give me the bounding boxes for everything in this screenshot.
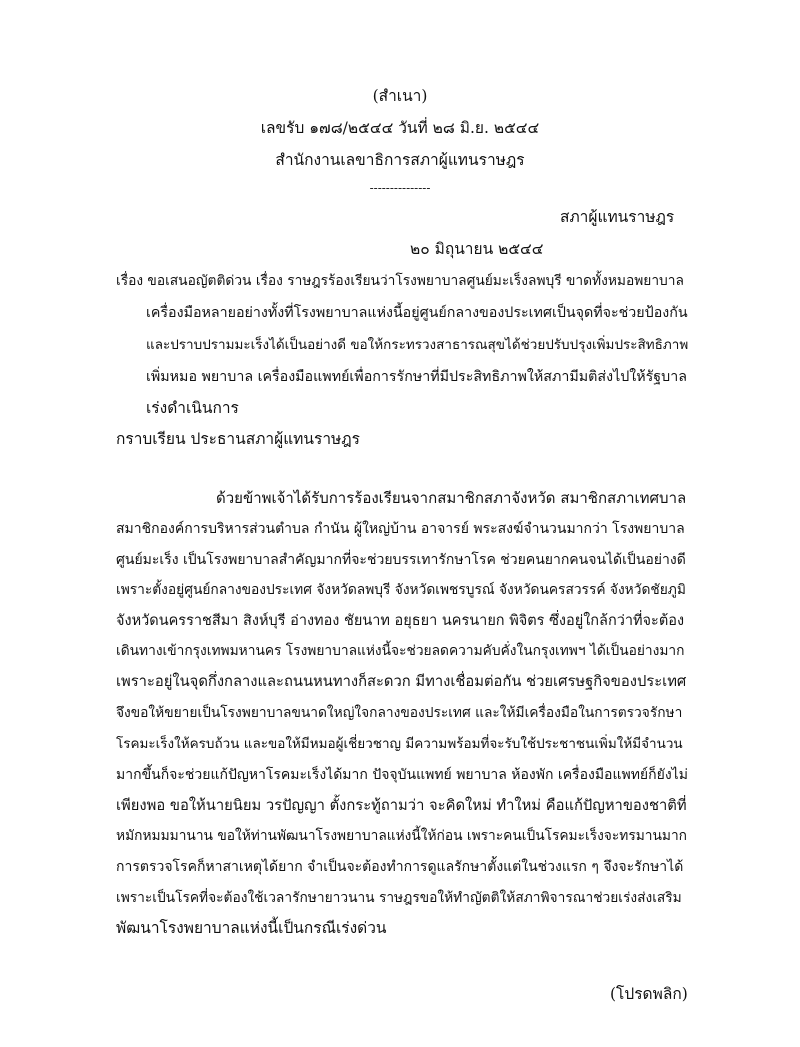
body-line-11: เพียงพอ ขอให้นายนิยม วรปัญญา ตั้งกระทู้ถามว่า จะคิดใหม่ ทำใหม่ คือแก้ปัญหาของชาติที่ bbox=[116, 797, 687, 814]
body-line-9: โรคมะเร็งให้ครบถ้วน และขอให้มีหมอผู้เชี่ยวชาญ มีความพร้อมที่จะรับใช้ประชาชนเพิ่มให้มีจำนวน bbox=[116, 736, 683, 752]
subject-line-1: เรื่อง ขอเสนอญัตติด่วน เรื่อง ราษฎรร้องเรียนว่าโรงพยาบาลศูนย์มะเร็งลพบุรี ขาดทั้งหมอพยาบาล bbox=[116, 273, 684, 289]
subject-line-5: เร่งดำเนินการ bbox=[146, 399, 239, 417]
turn-page-note: (โปรดพลิก) bbox=[610, 985, 688, 1003]
subject-line-2: เครื่องมือหลายอย่างทั้งที่โรงพยาบาลแห่งนี้อยู่ศูนย์กลางของประเทศเป็นจุดที่จะช่วยป้องกัน bbox=[146, 305, 688, 321]
sender-org: สภาผู้แทนราษฎร bbox=[560, 208, 675, 226]
body-line-7: เพราะอยู่ในจุดกึ่งกลางและถนนหนทางก็สะดวก มีทางเชื่อมต่อกัน ช่วยเศรษฐกิจของประเทศ bbox=[116, 673, 687, 690]
body-line-1: ด้วยข้าพเจ้าได้รับการร้องเรียนจากสมาชิกสภาจังหวัด สมาชิกสภาเทศบาล bbox=[216, 489, 687, 507]
body-line-15: พัฒนาโรงพยาบาลแห่งนี้เป็นกรณีเร่งด่วน bbox=[116, 919, 387, 937]
copy-label: (สำเนา) bbox=[372, 87, 428, 105]
body-line-3: ศูนย์มะเร็ง เป็นโรงพยาบาลสำคัญมากที่จะช่วยบรรเทารักษาโรค ช่วยคนยากคนจนได้เป็นอย่างดี bbox=[116, 552, 686, 568]
body-line-2: สมาชิกองค์การบริหารส่วนตำบล กำนัน ผู้ใหญ่บ้าน อาจารย์ พระสงฆ์จำนวนมากว่า โรงพยาบาล bbox=[116, 521, 685, 537]
subject-line-4: เพิ่มหมอ พยาบาล เครื่องมือแพทย์เพื่อการรักษาที่มีประสิทธิภาพให้สภามีมติส่งไปให้รัฐบาล bbox=[146, 369, 687, 385]
body-line-12: หมักหมมมานาน ขอให้ท่านพัฒนาโรงพยาบาลแห่งนี้ให้ก่อน เพราะคนเป็นโรคมะเร็งจะทรมานมาก bbox=[116, 828, 687, 844]
body-line-14: เพราะเป็นโรคที่จะต้องใช้เวลารักษายาวนาน ราษฎรขอให้ทำญัตติให้สภาพิจารณาช่วยเร่งส่งเสริม bbox=[116, 890, 682, 906]
letter-date: ๒๐ มิถุนายน ๒๕๔๔ bbox=[410, 240, 544, 258]
receipt-line: เลขรับ ๑๗๘/๒๕๔๔ วันที่ ๒๘ มิ.ย. ๒๕๔๔ bbox=[260, 119, 540, 137]
body-line-10: มากขึ้นก็จะช่วยแก้ปัญหาโรคมะเร็งได้มาก ปัจจุบันแพทย์ พยาบาล ห้องพัก เครื่องมือแพทย์ก็ยังไม่ bbox=[116, 767, 688, 783]
body-line-8: จึงขอให้ขยายเป็นโรงพยาบาลขนาดใหญ่ใจกลางของประเทศ และให้มีเครื่องมือในการตรวจรักษา bbox=[116, 705, 683, 721]
header-divider: --------------- bbox=[369, 181, 431, 195]
body-line-6: เดินทางเข้ากรุงเทพมหานคร โรงพยาบาลแห่งนี้จะช่วยลดความคับคั่งในกรุงเทพฯ ได้เป็นอย่างมาก bbox=[116, 643, 685, 659]
body-line-4: เพราะตั้งอยู่ศูนย์กลางของประเทศ จังหวัดลพบุรี จังหวัดเพชรบูรณ์ จังหวัดนครสวรรค์ จังหวัดชัยภูมิ bbox=[116, 582, 686, 598]
salutation: กราบเรียน ประธานสภาผู้แทนราษฎร bbox=[116, 430, 360, 448]
office-name: สำนักงานเลขาธิการสภาผู้แทนราษฎร bbox=[275, 151, 525, 169]
subject-line-3: และปราบปรามมะเร็งได้เป็นอย่างดี ขอให้กระทรวงสาธารณสุขได้ช่วยปรับปรุงเพิ่มประสิทธิภาพ bbox=[146, 337, 689, 353]
body-line-5: จังหวัดนครราชสีมา สิงห์บุรี อ่างทอง ชัยนาท อยุธยา นครนายก พิจิตร ซึ่งอยู่ใกล้กว่าที่จะต้อง bbox=[116, 613, 685, 629]
body-line-13: การตรวจโรคก็หาสาเหตุได้ยาก จำเป็นจะต้องทำการดูแลรักษาตั้งแต่ในช่วงแรก ๆ จึงจะรักษาได้ bbox=[116, 859, 684, 875]
